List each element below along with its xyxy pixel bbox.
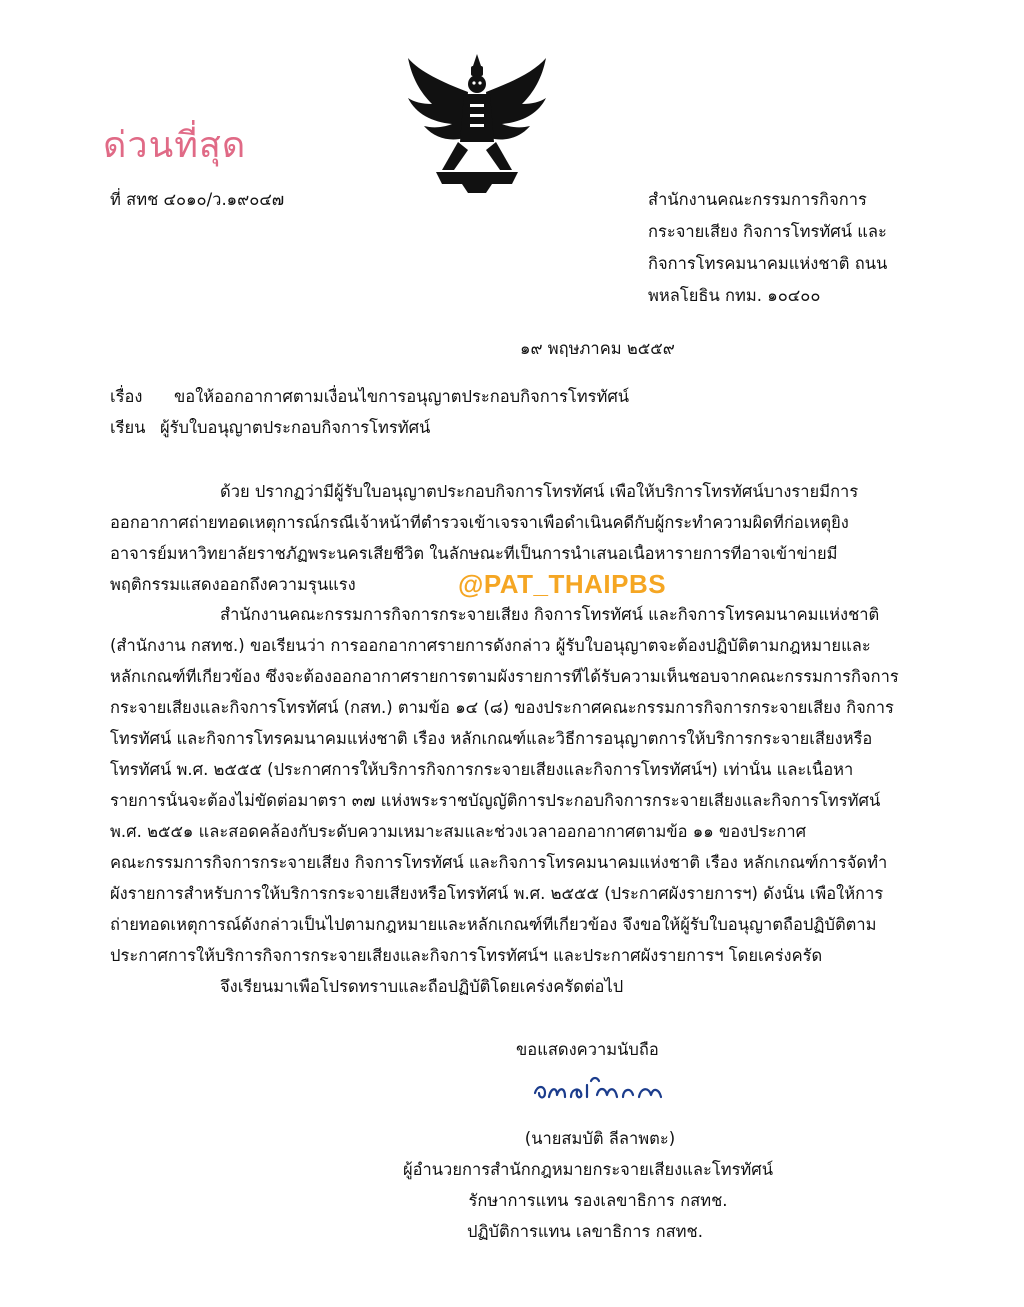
signature — [531, 1075, 671, 1105]
address-line: กระจายเสียง กิจการโทรทัศน์ และ — [648, 222, 887, 241]
body-line: ประกาศการให้บริการกิจการกระจายเสียงและกิจการโทรทัศน์ฯ และประกาศผังรายการฯ โดยเคร่งครัด — [110, 946, 823, 965]
body-line: สำนักงานคณะกรรมการกิจการกระจายเสียง กิจการโทรทัศน์ และกิจการโทรคมนาคมแห่งชาติ — [220, 605, 880, 624]
address-line: พหลโยธิน กทม. ๑๐๔๐๐ — [648, 286, 821, 305]
watermark-handle: @PAT_THAIPBS — [458, 569, 667, 599]
urgency-label: ด่วนที่สุด — [103, 125, 247, 166]
subject-label: เรื่อง — [110, 387, 143, 406]
body-line: ด้วย ปรากฏว่ามีผู้รับใบอนุญาตประกอบกิจการโทรทัศน์ เพื่อให้บริการโทรทัศน์บางรายมีการ — [220, 482, 859, 501]
body-line: ผังรายการสำหรับการให้บริการกระจายเสียงหรือโทรทัศน์ พ.ศ. ๒๕๕๕ (ประกาศผังรายการฯ) ดังนั้น เพื่อให้การ — [110, 884, 884, 903]
address-line: กิจการโทรคมนาคมแห่งชาติ ถนน — [648, 254, 888, 273]
body-line: จึงเรียนมาเพื่อโปรดทราบและถือปฏิบัติโดยเคร่งครัดต่อไป — [220, 977, 624, 996]
addressee-text: ผู้รับใบอนุญาตประกอบกิจการโทรทัศน์ — [160, 418, 431, 437]
body-line: คณะกรรมการกิจการกระจายเสียง กิจการโทรทัศน์ และกิจการโทรคมนาคมแห่งชาติ เรื่อง หลักเกณฑ์การจัดทำ — [110, 853, 888, 872]
body-line: ถ่ายทอดเหตุการณ์ดังกล่าวเป็นไปตามกฎหมายและหลักเกณฑ์ที่เกี่ยวข้อง จึงขอให้ผู้รับใบอนุญาตถือปฏิบัติตาม — [110, 915, 877, 934]
body-line: ออกอากาศถ่ายทอดเหตุการณ์กรณีเจ้าหน้าที่ตำรวจเข้าเจรจาเพื่อดำเนินคดีกับผู้กระทำความผิดที่ก่อเหตุยิง — [110, 513, 849, 532]
signatory-title: ปฏิบัติการแทน เลขาธิการ กสทช. — [466, 1222, 703, 1241]
body-line: อาจารย์มหาวิทยาลัยราชภัฏพระนครเสียชีวิต ในลักษณะที่เป็นการนำเสนอเนื้อหารายการที่อาจเข้าข่ายมี — [110, 544, 838, 563]
letter-date: ๑๙ พฤษภาคม ๒๕๕๙ — [520, 339, 675, 358]
signatory-title: ผู้อำนวยการสำนักกฎหมายกระจายเสียงและโทรทัศน์ — [402, 1160, 774, 1179]
signatory-name: (นายสมบัติ ลีลาพตะ) — [524, 1129, 676, 1148]
body-line: โทรทัศน์ และกิจการโทรคมนาคมแห่งชาติ เรื่อง หลักเกณฑ์และวิธีการอนุญาตการให้บริการกระจายเสียงหรือ — [110, 729, 873, 748]
body-line: พ.ศ. ๒๕๕๑ และสอดคล้องกับระดับความเหมาะสมและช่วงเวลาออกอากาศตามข้อ ๑๑ ของประกาศ — [110, 822, 807, 841]
reference-number: ที่ สทช ๔๐๑๐/ว.๑๙๐๔๗ — [110, 190, 285, 209]
signatory-title: รักษาการแทน รองเลขาธิการ กสทช. — [468, 1191, 728, 1210]
addressee-label: เรียน — [110, 418, 146, 437]
body-line: (สำนักงาน กสทช.) ขอเรียนว่า การออกอากาศรายการดังกล่าว ผู้รับใบอนุญาตจะต้องปฏิบัติตามกฎหมายและ — [110, 636, 871, 655]
body-line: กระจายเสียงและกิจการโทรทัศน์ (กสท.) ตามข้อ ๑๔ (๘) ของประกาศคณะกรรมการกิจการกระจายเสียง กิจการ — [110, 698, 894, 717]
body-line: หลักเกณฑ์ที่เกี่ยวข้อง ซึ่งจะต้องออกอากาศรายการตามผังรายการที่ได้รับความเห็นชอบจากคณะกรรมการกิจการ — [110, 667, 899, 686]
body-line: โทรทัศน์ พ.ศ. ๒๕๕๕ (ประกาศการให้บริการกิจการกระจายเสียงและกิจการโทรทัศน์ฯ) เท่านั้น และเนื้อหา — [110, 760, 854, 779]
subject-text: ขอให้ออกอากาศตามเงื่อนไขการอนุญาตประกอบกิจการโทรทัศน์ — [174, 387, 630, 406]
body-line: รายการนั้นจะต้องไม่ขัดต่อมาตรา ๓๗ แห่งพระราชบัญญัติการประกอบกิจการกระจายเสียงและกิจการโทรทัศน์ — [110, 791, 881, 810]
address-line: สำนักงานคณะกรรมการกิจการ — [648, 190, 867, 209]
body-line: พฤติกรรมแสดงออกถึงความรุนแรง — [110, 575, 356, 594]
closing-regards: ขอแสดงความนับถือ — [516, 1040, 659, 1059]
garuda-emblem — [402, 52, 552, 194]
